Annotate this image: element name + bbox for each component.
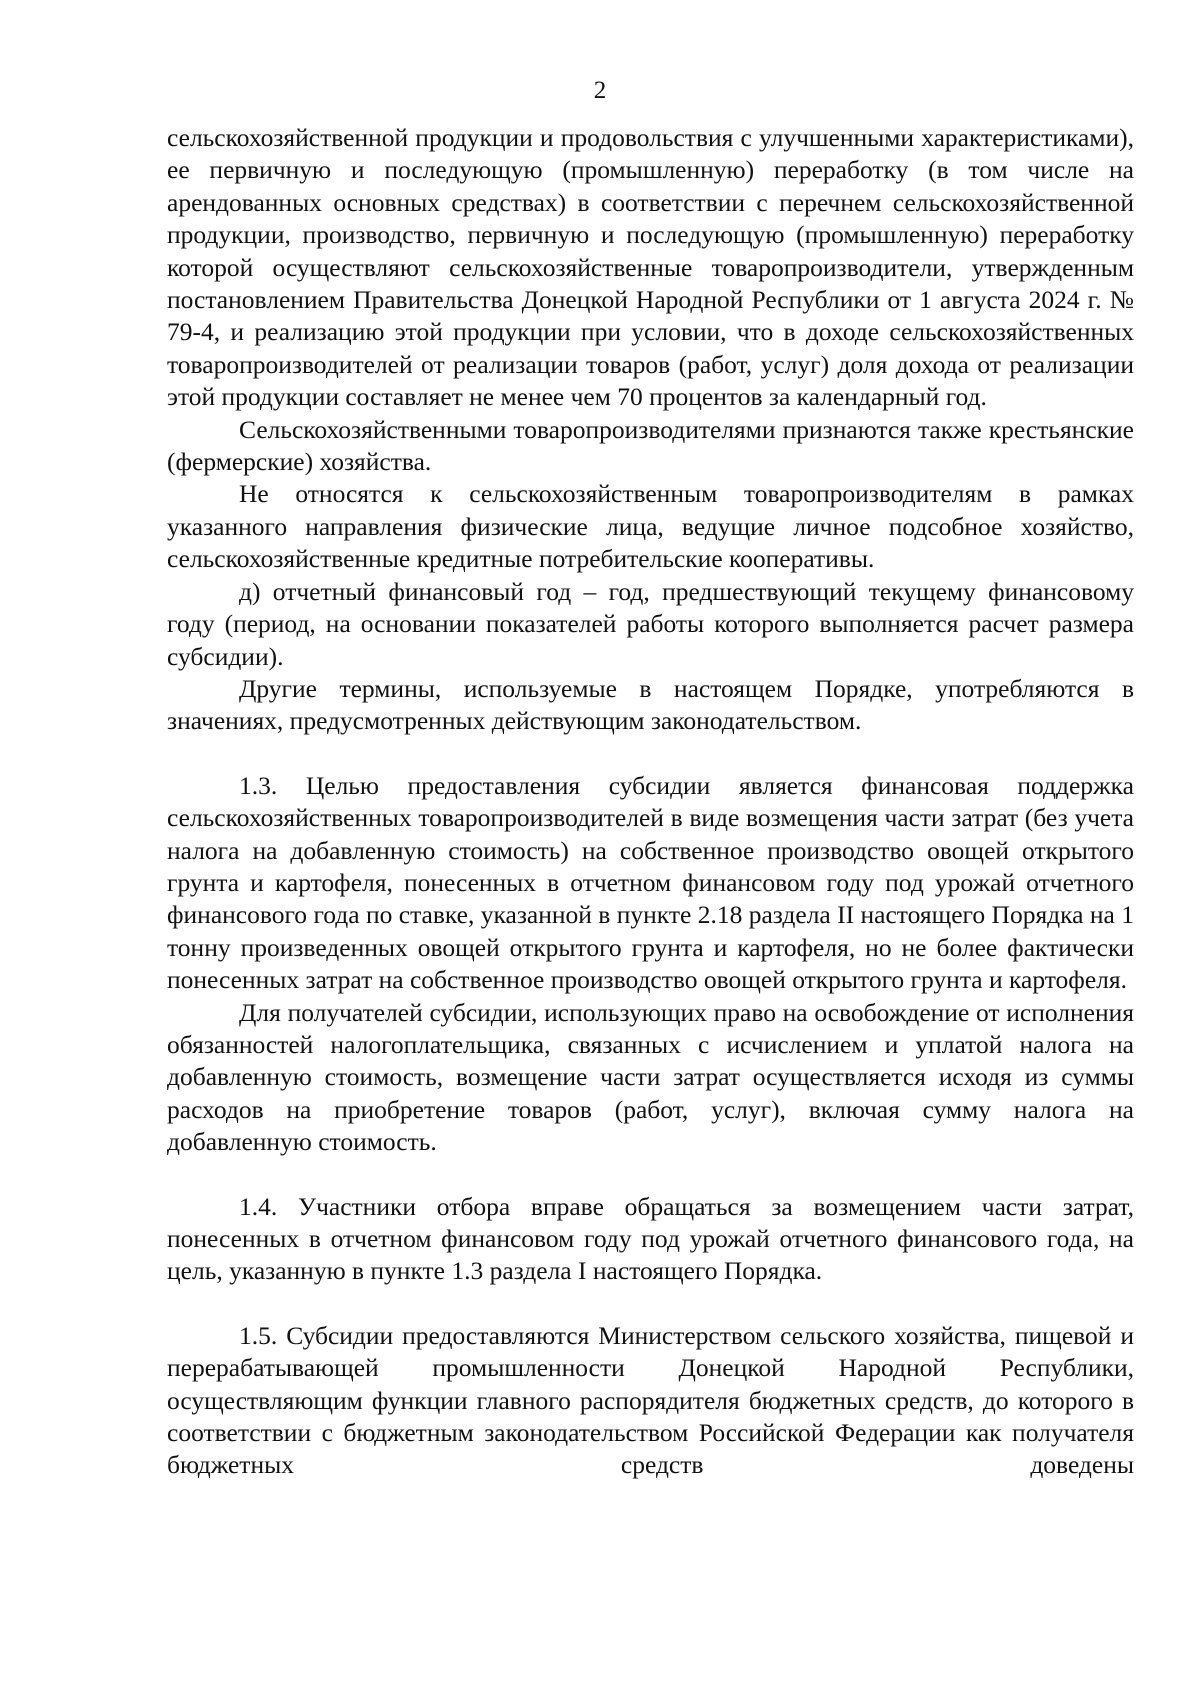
paragraph-clause-1-5: 1.5. Субсидии предоставляются Министерством сельского хозяйства, пищевой и перерабатывающей промышленности Донецкой Народной Республики, осуществляющим функции главного распорядителя бюджетных средств, до которого в соответствии с бюджетным законодательством Российской Федерации как получателя бюджетных средств доведены (167, 1320, 1134, 1480)
document-body (167, 122, 1134, 1482)
paragraph-clause-1-4: 1.4. Участники отбора вправе обращаться за возмещением части затрат, понесенных в отчетном финансовом году под урожай отчетного финансового года, на цель, указанную в пункте 1.3 раздела I настоящего Порядка. (167, 1191, 1134, 1286)
paragraph-clause-1-3: 1.3. Целью предоставления субсидии является финансовая поддержка сельскохозяйственных товаропроизводителей в виде возмещения части затрат (без учета налога на добавленную стоимость) на собственное производство овощей открытого грунта и картофеля, понесенных в отчетном финансовом году под урожай отчетного финансового года по ставке, указанной в пункте 2.18 раздела II настоящего Порядка на 1 тонну произведенных овощей открытого грунта и картофеля, но не более фактически понесенных затрат на собственное производство овощей открытого грунта и картофеля. (167, 770, 1134, 995)
paragraph-reporting-year: д) отчетный финансовый год – год, предшествующий текущему финансовому году (период, на основании показателей работы которого выполняется расчет размера субсидии). (167, 576, 1134, 671)
paragraph-exclusions: Не относятся к сельскохозяйственным товаропроизводителям в рамках указанного направления физические лица, ведущие личное подсобное хозяйство, сельскохозяйственные кредитные потребительские кооперативы. (167, 479, 1134, 574)
paragraph-farms-recognized: Сельскохозяйственными товаропроизводителями признаются также крестьянские (фермерские) хозяйства. (167, 414, 1134, 477)
paragraph-definition-continued: сельскохозяйственной продукции и продовольствия с улучшенными характеристиками), ее первичную и последующую (промышленную) переработку (в том числе на арендованных основных средствах) в соответствии с перечнем сельскохозяйственной продукции, производство, первичную и последующую (промышленную) переработку которой осуществляют сельскохозяйственные товаропроизводители, утвержденным постановлением Правительства Донецкой Народной Республики от 1 августа 2024 г. № 79-4, и реализацию этой продукции при условии, что в доходе сельскохозяйственных товаропроизводителей от реализации товаров (работ, услуг) доля дохода от реализации этой продукции составляет не менее чем 70 процентов за календарный год. (167, 123, 1134, 412)
page-number: 2 (593, 77, 607, 104)
paragraph-vat-exempt: Для получателей субсидии, использующих право на освобождение от исполнения обязанностей налогоплательщика, связанных с исчислением и уплатой налога на добавленную стоимость, возмещение части затрат осуществляется исходя из суммы расходов на приобретение товаров (работ, услуг), включая сумму налога на добавленную стоимость. (167, 997, 1134, 1157)
paragraph-other-terms: Другие термины, используемые в настоящем Порядке, употребляются в значениях, предусмотренных действующим законодательством. (167, 673, 1134, 736)
